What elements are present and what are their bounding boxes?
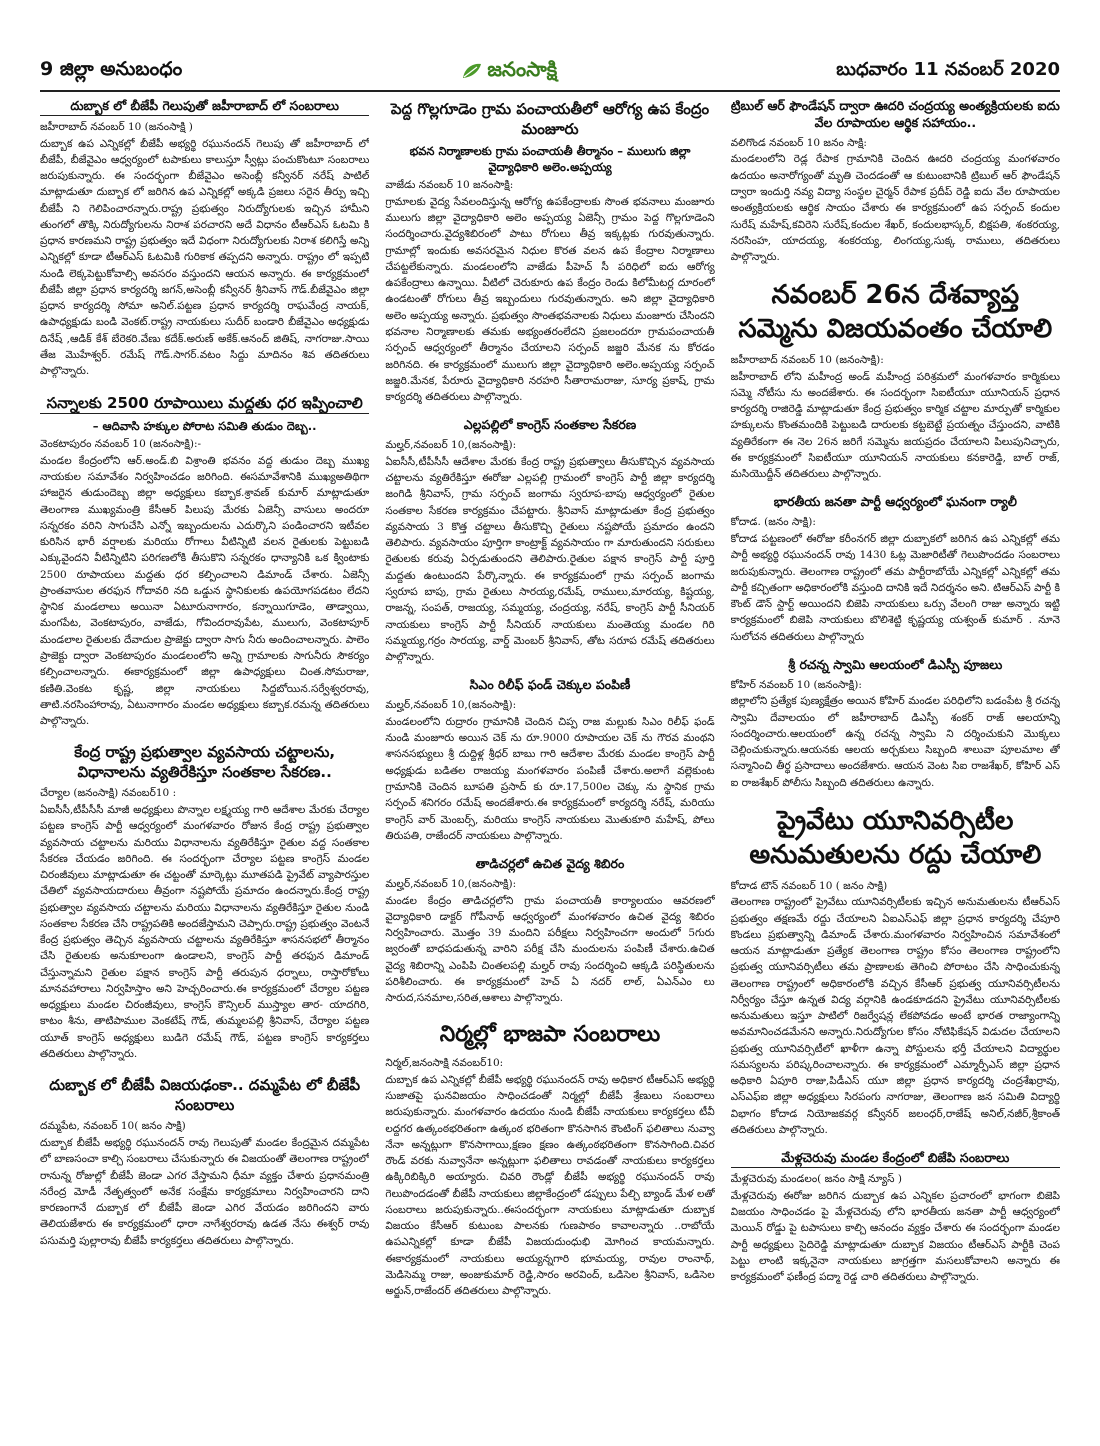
article-body: మండలంలోని రుద్రారం గ్రామానికి చెందిన చిప్ప రాజ మల్లుకు సిఎం రిలీఫ్ ఫండ్ నుండి మంజూరు అయిన చెక్ ను రూ.9000 రూపాయల చెక్ ను గౌరవ మంథని శాసనసభ్యులు శ్రీ దుద్దిళ్ల శ్రీధర్ బాబు గారి ఆదేశాల మేరకు మండల కాంగ్రెస్ పార్టీ అధ్యక్షుడు బడితల రాజయ్య మంగళవారం పంపిణీ చేశారు.అలాగే వల్లెకుంట గ్రామానికి చెందిన బూపతి ప్రసాద్ కు రూ.17,500ల చెక్కు ను స్థానిక గ్రామ సర్పంచ్ శనిగరం రమేష్ అందజేశారు.ఈ కార్యక్రమంలో కార్యదర్శి నరేష్, మరియు కాంగ్రెస్ వార్ మెంబర్స్, మరియు కాంగ్రెస్ నాయకులు మొతుకూరి మహేష్, పోలు తిరుపతి, రాజేందర్ నాయకులు పాల్గొన్నారు. <box>385 715 715 842</box>
article-body: దుబ్బాక ఉప ఎన్నికల్లో బీజేపీ అభ్యర్థి రఘునందన్ రావు అధికార టీఆర్ఎస్ అభ్యర్థి సుజాతపై ఘనవిజయం సాధించడంతో నిర్మల్లో బీజేపీ శ్రేణులు సంబరాలు జరుపుకున్నారు. మంగళవారం ఉదయం నుండి బీజేపీ నాయకులు కార్యకర్తలు టీవీ లద్దగర ఉత్కంఠభరితంగా ఉత్కంఠ భరితంగా కొనసాగిన కౌంటింగ్ ఫలితాలు నువ్వా నేనా అన్నట్లుగా కొనసాగాయి,క్షణం క్షణం ఉత్కంఠభరితంగా కొనసాగింది.చివర రౌండ్ వరకు నువ్వానేనా అన్నట్లుగా ఫలితాలు రావడంతో నాయకులు కార్యకర్తలు ఉక్కిరిబిక్కిరి అయ్యారు. చివరి రౌండ్లో బీజేపీ అభ్యర్థి రఘునందన్ రావు గెలుపొందడంతో బీజేపీ నాయకులు జిల్లాకేంద్రంలో డప్పులు పేల్చి బ్యాండ్ మేళ లతో సంబరాలు జరుపుకున్నారు..ఈసందర్భంగా నాయకులు మాట్లాడుతూ దుబ్బాక విజయం కేసీఆర్ కుటుంబ పాలనకు గుణపాఠం కావాలన్నారు ..రాబోయే ఉపఎన్నికల్లో కూడా బీజేపీ విజయదుంధుభి మోగించ కాయమన్నారు. ఈకార్యక్రమంలో నాయకులు అయ్యన్నగారి భూమయ్య, రావుల రాంనాథ్, మెడిసెమ్మ రాజు, అంజుకుమార్ రెడ్డి,సారం అరవింద్, ఒడిసెల శ్రీనివాస్, ఒడిసెల అర్జున్,రాజేందర్ తదితరులు పాల్గొన్నారు. <box>385 1073 715 1298</box>
article-body: ఏఐసీసీ,టీపీసీసీ ఆదేశాల మేరకు కేంద్ర రాష్ట్ర ప్రభుత్వాలు తీసుకొచ్చిన వ్యవసాయ చట్టాలను వ్యతిరేకిస్తూ ఈరోజు ఎల్లపల్లి గ్రామంలో కాంగ్రెస్ పార్టీ జిల్లా కార్యదర్శి జంగిడి శ్రీనివాస్, గ్రామ సర్పంచ్ జంగామ స్వరూప-బాపు ఆధ్వర్యంలో రైతుల సంతకాల సేకరణ కార్యక్రమం చేపట్టారు. శ్రీనివాస్ మాట్లాడుతూ కేంద్ర ప్రభుత్వం వ్యవసాయ 3 కొత్త చట్టాలు తీసుకొచ్చి రైతులు నష్టపోయే ప్రమాదం ఉందని తెలిపారు. వ్యవసాయం పూర్తిగా కాంట్రాక్ట్ వ్యవసాయం గా మారుతుందని సరుకులు రైతులకు కరువు ఏర్పడుతుందని తెలిపారు.రైతుల పక్షాన కాంగ్రెస్ పార్టీ పూర్తి మద్దతు ఉంటుందని పేర్కొన్నారు. ఈ కార్యక్రమంలో గ్రామ సర్పంచ్ జంగామ స్వరూప బాపు, గ్రామ రైతులు సారయ్య,రమేష్, రాములు,మారయ్య, కిష్టయ్య, రాజన్న, సంపత్, రాజయ్య, సమ్మయ్య, చంద్రయ్య, నరేష్, కాంగ్రెస్ పార్టీ సీనియర్ నాయకులు కాంగ్రెస్ పార్టీ సీనియర్ నాయకులు మంతెయ్య మండల గిరి సమ్మయ్య,గర్రం సారయ్య, వార్డ్ మెంబర్ శ్రీనివాస్, తోట సరూప రమేష్ తదితరులు పాల్గొన్నారు. <box>385 455 715 664</box>
article-headline: ఎల్లపల్లిలో కాంగ్రెస్ సంతకాల సేకరణ <box>463 417 637 433</box>
article-dateline: కోదాడ టౌన్ నవంబర్ 10 ( జనం సాక్షి) <box>730 879 888 892</box>
article-dateline: చేర్యాల (జనంసాక్షి) నవంబర్10 : <box>40 787 177 800</box>
article-dsp-temple-visit <box>731 653 1060 791</box>
article-body: కోదాడ పట్టణంలో ఈరోజు కరీంనగర్ జిల్లా దుబ్బాకలో జరిగిన ఉప ఎన్నికల్లో తమ పార్టీ అభ్యర్థి రఘునందన్ రావు 1430 ఓట్ల మెజారిటీతో గెలుపొందడం సంబరాలు జరుపుకున్నారు. తెలంగాణ రాష్ట్రంలో తమ పార్టీరాబోయే ఎన్నికల్లో ఎన్నికల్లో తమ పార్టీ కచ్చితంగా అధికారంలోకి వస్తుంది దానికి ఇదే నిదర్శనం అని. టిఆర్ఎస్ పార్టీ కి కౌంట్ డౌన్ స్టార్ట్ అయిందని బిజెపి నాయకులు ఒర్సు వేలంగి రాజు అన్నారు ఇట్టి కార్యక్రమంలో బిజెపి నాయకులు బొలిశెట్టి కృష్ణయ్య యశ్వంత్ కుమార్ . నూనె సులోచన తదితరులు పాల్గొన్నారు <box>730 533 1060 643</box>
article-dateline: వెంకటాపురం నవంబర్ 10 (జనంసాక్షి):- <box>40 438 202 451</box>
article-subhead: భవన నిర్మాణాలకు గ్రామ పంచాయతీ తీర్మానం – ములుగు జిల్లా వైద్యాధికారి అలెం.అప్పయ్య <box>409 144 691 175</box>
article-headline: నవంబర్ 26న దేశవ్యాప్త సమ్మెను విజయవంతం చేయాలి <box>738 280 1053 345</box>
article-dateline: జహీరాబాద్ నవంబర్ 10 (జనంసాక్షి ) <box>40 120 193 133</box>
article-dateline: మల్హర్,నవంబర్ 10,(జనంసాక్షి): <box>385 699 517 712</box>
article-headline: భారతీయ జనతా పార్టీ ఆధ్వర్యంలో ఘనంగా ర్యాలీ <box>773 494 1017 510</box>
article-headline: దుబ్బాక లో బీజేపీ విజయఢంకా.. దమ్మపేట లో బీజేపీ సంబరాలు <box>49 1076 361 1114</box>
article-health-subcentre <box>385 94 714 405</box>
column-right <box>731 94 1060 1426</box>
article-body: మండలంలోని రెడ్ల రేపాక గ్రామానికి చెందిన ఊదరి చంద్రయ్య మంగళవారం ఉదయం అనారోగ్యంతో మృతి చెందడంతో ఆ కుటుంబానికి ట్రిబుల్ ఆర్ ఫౌండేషన్ ద్వారా ఇందుర్తి నవ్య విద్యా సంస్థల చైర్మన్ రేపాక ప్రదీప్ రెడ్డి ఐదు వేల రూపాయల అంత్యక్రియలకు ఆర్థిక సాయం చేశారు ఈ కార్యక్రమంలో ఉప సర్పంచ్ కందుల సురేష్ మహేష్,కవిరెని సురేష్,కందుల శేఖర్, కందులభాస్కర్, బిక్షపతి, శంకరయ్య, నరసింహ, యాదయ్య, శంకరయ్య, లింగయ్య,సుక్క రాములు, తదితరులు పాల్గొన్నారు. <box>730 153 1060 264</box>
article-cm-relief-fund <box>385 673 714 844</box>
article-body: మండల కేంద్రం తాడిచర్లలోని గ్రామ పంచాయతీ కార్యాలయం ఆవరణలో వైద్యాధికారి డాక్టర్ గోపీనాథ్ ఆధ్వర్యంలో మంగళవారం ఉచిత వైద్య శిబిరం నిర్వహించారు. మొత్తం 39 మందిని పరీక్షలు నిర్వహించగా అందులో 5గురు జ్వరంతో బాధపడుతున్న వారిని పరీక్ష చేసి మందులను పంపిణీ చేశారు.ఉచిత వైద్య శిబిరాన్ని ఎంపిపి చింతలపల్లి మల్హర్ రావు సందర్శించి ఆక్కడి పరిస్థితులను పరిశీలించారు. ఈ కార్యక్రమంలో హెచ్ ఏ నదర్ లాల్, ఏఎన్ఎం లు సారుద,సనమాల,సరిత,ఆశాలు పాల్గొన్నారు. <box>385 894 715 1005</box>
article-free-medical-camp <box>385 852 714 1006</box>
article-private-universities <box>731 799 1060 1138</box>
article-headline: కేంద్ర రాష్ట్ర ప్రభుత్వాల వ్యవసాయ చట్టాలను, విధానాలను వ్యతిరేకిస్తూ సంతకాల సేకరణ.. <box>74 743 336 781</box>
article-headline: తాడిచర్లలో ఉచిత వైద్య శిబిరం <box>475 856 625 872</box>
article-body: గ్రామాలకు వైద్య సేవలందిస్తున్న ఆరోగ్య ఉపకేంద్రాలకు సొంత భవనాలు మంజూరు ములుగు జిల్లా వైద్యాధికారి అలెం అప్పయ్య ఏజెన్సీ గ్రామం పెద్ద గొల్లగూడెంని సందర్శించారు.వైద్యశిబిరంలో పాటు రోగులు తీవ్ర ఇక్కట్లకు గురవుతున్నారు. గ్రామాల్లో ఇందుకు అవసరమైన నిధుల కొరత వలన ఉప కేంద్రాల నిర్మాణాలు చేపట్టలేకున్నారు. మండలంలోని వాజేడు పీహెచ్ సీ పరిధిలో ఐదు ఆరోగ్య ఉపకేంద్రాలు ఉన్నాయి. వీటిలో చెరుకూరు ఉప కేంద్రం రెండు కిలోమీటర్ల దూరంలో ఉండటంతో రోగులు తీవ్ర ఇబ్బందులు గురవుతున్నారు. అని జిల్లా వైద్యాధికారి అలెం అప్పయ్య అన్నారు. ప్రభుత్వం సొంతభవనాలకు నిధులు మంజూరు చేసిందని భవనాల నిర్మాణాలకు తమకు అభ్యంతరంలేదని ప్రజలందరూ గ్రామపంచాయతీ సర్పంచ్ ఆధ్వర్యంలో తీర్మానం చేయాలని సర్పంచ్ జజ్జరి మేనక ను కోరడం జరిగినది. ఈ కార్యక్రమంలో ములుగు జిల్లా వైద్యాధికారి అలెం.అప్పయ్య సర్పంచ్ జజ్జరి.మేనక, పేరూరు వైద్యాధికారి నరహరి సీతారామరాజు, సూర్య ప్రకాష్, గ్రామ కార్యదర్శి తదితరులు పాల్గొన్నారు. <box>385 195 715 404</box>
article-dateline: మేళ్లచెరువు మండలం( జనం సాక్షి న్యూస్ ) <box>730 1173 902 1186</box>
issue-date: బుధవారం 11 నవంబర్ 2020 <box>836 58 1060 80</box>
article-headline: ప్రైవేటు యూనివర్సిటీల అనుమతులను రద్దు చేయాలి <box>749 806 1042 870</box>
article-headline: సిఎం రిలీఫ్ ఫండ్ చెక్కుల పంపిణీ <box>469 677 631 693</box>
article-body: ఏఐసీసీ,టీపీసీసీ మాజీ అధ్యక్షులు పొన్నాల లక్ష్మయ్య గారి ఆదేశాల మేరకు చేర్యాల పట్టణ కాంగ్రెస్ పార్టీ ఆధ్వర్యంలో మంగళవారం రోజున కేంద్ర రాష్ట్ర ప్రభుత్వాల వ్యవసాయ చట్టాలను మరియు విధానాలను వ్యతిరేకిస్తూ రైతుల వద్ద సంతకాల సేకరణ చేయడం జరిగింది. ఈ సందర్భంగా చేర్యాల పట్టణ కాంగ్రెస్ మండల చిరంజీవులు మాట్లాడుతూ ఈ చట్టంతో మార్కెట్లు మూతపడి ప్రైవేట్ వ్యాపారస్తుల చేతిలో వ్యవసాయదారులు తీవ్రంగా నష్టపోయే ప్రమాదం ఉందన్నారు.కేంద్ర రాష్ట్ర ప్రభుత్వాల వ్యవసాయ చట్టాలను మరియు విధానాలను వ్యతిరేకిస్తూ రైతుల నుండి సంతకాల సేకరణ చేసి రాష్ట్రపతికి అందజేస్తామని చెప్పారు.రాష్ట్ర ప్రభుత్వం వెంటనే కేంద్ర ప్రభుత్వం తెచ్చిన వ్యవసాయ చట్టాలను వ్యతిరేకిస్తూ శాసనసభలో తీర్మానం చేసి రైతులకు అనుకూలంగా ఉండాలని, కాంగ్రెస్ పార్టీ తరఫున డిమాండ్ చేస్తున్నామని రైతుల పక్షాన కాంగ్రెస్ పార్టీ తరుపున ధర్నాలు, రాస్తారోకోలు మానవహారాలు నిర్వహిస్తాం అని హెచ్చరించారు.ఈ కార్యక్రమంలో చేర్యాల పట్టణ అధ్యక్షులు మండల చిరంజీవులు, కాంగ్రెస్ కౌన్సిలర్ ముస్త్యాల తార- యాదగిరి, కాటం శీను, తాటిపాముల వెంకటేష్ గౌడ్, తుమ్మలపల్లి శ్రీనివాస్, చేర్యాల పట్టణ యూత్ కాంగ్రెస్ అధ్యక్షులు బుడిగె రమేష్ గౌడ్, పట్టణ కాంగ్రెస్ కార్యకర్తలు తదితరులు పాల్గొన్నారు. <box>40 804 370 1061</box>
article-dateline: వలిగొండ నవంబర్ 10 జనం సాక్షి: <box>730 136 867 149</box>
article-nov26-strike <box>731 273 1060 482</box>
article-dateline: వాజేడు నవంబర్ 10 జనంసాక్షి: <box>385 179 514 192</box>
article-dateline: మల్హర్,నవంబర్ 10,(జనంసాక్షి): <box>385 439 517 452</box>
article-body: మేళ్లచెరువు ఈరోజు జరిగిన దుబ్బాక ఉప ఎన్నికల ప్రచారంలో భాగంగా బిజెపి విజయం సాధించడం పై మేళ్లచెరువు లోని భారతీయ జనతా పార్టీ ఆధ్వర్యంలో మెయిన్ రోడ్డు పై టపాసులు కాల్చి ఆనందం వ్యక్తం చేశారు ఈ సందర్భంగా మండల పార్టీ అధ్యక్షులు సైదిరెడ్డి మాట్లాడుతూ దుబ్బాక విజయం టీఆర్ఎస్ పార్టీకి చెంప పెట్టు లాంటి ఇక్కనైనా నాయకులు జాగ్రత్తగా మసలుకోవాలని అన్నారు ఈ కార్యక్రమంలో ఫణీంద్ర పద్మా రెడ్డ చారి తదితరులు పాల్గొన్నారు. <box>730 1189 1060 1284</box>
columns <box>40 94 1060 1426</box>
article-body: దుబ్బాక బీజేపీ అభ్యర్థి రఘునందన్ రావు గెలుపుతో మండల కేంద్రమైన దమ్మపేట లో బాణసంచా కాల్చి సంబరాలు చేసుకున్నారు ఈ విజయంతో తెలంగాణ రాష్ట్రంలో రానున్న రోజుల్లో బీజేపీ జెండా ఎగర వేస్తామని ధీమా వ్యక్తం చేశారు ప్రధానమంత్రి నరేంద్ర మోడీ నేతృత్వంలో అనేక సంక్షేమ కార్యక్రమాలు నిర్వహించారని దాని కారణంగానే దుబ్బాక లో బీజేపీ జెండా ఎగిర వేయడం జరిగిందని వారు తెలియజేశారు ఈ కార్యక్రమంలో ధారా నాగేశ్వరరావు ఉడత నేసు ఈశ్వర్ రావు పసుమర్తి పుల్లారావు బీజేపీ కార్యకర్తలు తదితరులు పాల్గొన్నారు. <box>40 1136 370 1247</box>
article-dateline: మల్హర్,నవంబర్ 10,(జనంసాక్షి): <box>385 877 517 890</box>
column-left <box>40 94 369 1426</box>
article-headline: పెద్ద గొల్లగూడెం గ్రామ పంచాయతీలో ఆరోగ్య ఉప కేంద్రం మంజూరు <box>390 100 710 138</box>
article-body: మండల కేంద్రంలోని ఆర్.అండ్.బి విశ్రాంతి భవనం వద్ద తుడుం దెబ్బ ముఖ్య నాయకుల సమావేశం నిర్వహించడం జరిగింది. ఈసమావేశానికి ముఖ్యఅతిథిగా హాజరైన తుడుందెబ్బ జిల్లా అధ్యక్షులు కబ్బాక.శ్రావణ్ కుమార్ మాట్లాడుతూ తెలంగాణ ముఖ్యమంత్రి కేసీఆర్ పిలుపు మేరకు ఏజెన్సీ వాసులు అందరూ సన్నరకం వరిని సాగుచేసి ఎన్నో ఇబ్బందులను ఎదుర్కొని పండించారని ఇటీవల కురిసిన భారీ వర్షాలకు మరియు రోగాలు వీటిన్నిటి వలన రైతులకు పెట్టుబడి ఎక్కువైందని వీటిన్నిటిని పరిగణలోకి తీసుకొని సన్నరకం ధాన్యానికి ఒక క్వింటాకు 2500 రూపాయలు మద్దతు ధర కల్పించాలని డిమాండ్ చేశారు. ఏజెన్సీ ప్రాంతవాసుల తరఫున గోదావరి నది ఒడ్డున స్థానికులకు ఉపయోగపడటం లేదని స్థానిక మండలాలు అయినా ఏటూరునాగారం, కన్నాయిగూడెం, తాడ్వాయి, మంగపేట, వెంకటాపురం, వాజేడు, గోవిందరావుపేట, ములుగు, వెంకటాపూర్ మండలాల రైతులకు దేవాదుల ప్రాజెక్టు ద్వారా సాగు నీరు అందించాలన్నారు. పాలెం ప్రాజెక్టు ద్వారా వెంకటాపురం మండలంలోని అన్ని గ్రామాలకు సాగునీరు సౌకర్యం కల్పించాలన్నారు. ఈకార్యక్రమంలో జిల్లా ఉపాధ్యక్షులు చింత.సోమరాజు, కణితి.వెంకట కృష్ణ, జిల్లా నాయకులు సిద్దబోయిన.సర్వేశ్వరరావు, తాటి.నరసింహారావు, ఏటునాగారం మండల అధ్యక్షులు కబ్బాక.రమన్న తదితరులు పాల్గొన్నారు. <box>40 454 370 728</box>
article-dateline: కోదాడ. (జనం సాక్షి): <box>730 516 816 529</box>
article-dammapeta-bjp <box>40 1070 369 1249</box>
article-nirmal-bjp <box>385 1014 714 1299</box>
leaf-icon <box>461 62 483 80</box>
article-headline: దుబ్బాక లో బీజేపీ గెలుపుతో జహీరాబాద్ లో సంబరాలు <box>40 98 369 116</box>
article-paddy-support-price <box>40 388 369 730</box>
article-headline: నిర్మల్లో భాజపా సంబరాలు <box>439 1022 661 1048</box>
brand-logo <box>461 57 557 86</box>
article-headline: ట్రిబుల్ ఆర్ ఫౌండేషన్ ద్వారా ఊదరి చంద్రయ్య అంత్యక్రియలకు ఐదు వేల రూపాయల ఆర్థిక సహాయం.. <box>730 98 1060 130</box>
article-mellacheruvu-bjp <box>731 1146 1060 1285</box>
article-dateline: జహీరాబాద్ నవంబర్ 10 (జనంసాక్షి): <box>730 353 884 366</box>
article-kodad-rally <box>731 490 1060 644</box>
article-dateline: దమ్మపేట, నవంబర్ 10( జనం సాక్షి) <box>40 1120 186 1133</box>
article-body: తెలంగాణ రాష్ట్రంలో ప్రైవేటు యూనివర్సిటీలకు ఇచ్చిన అనుమతులను టీఆర్ఎస్ ప్రభుత్వం తక్షణమే రద్దు చేయాలని ఏఐఎస్ఎఫ్ జిల్లా ప్రధాన కార్యదర్శి చేపూరి కొండలు ప్రభుత్వాన్ని డిమాండ్ చేశారు.మంగళవారం నిర్వహించిన సమావేశంలో ఆయన మాట్లాడుతూ ప్రత్యేక తెలంగాణ రాష్ట్రం కోసం తెలంగాణ రాష్ట్రంలోని ప్రభుత్వ యూనివర్సిటీలు తమ ప్రాణాలకు తెగించి పోరాటం చేసి సాధించుకున్న తెలంగాణ రాష్ట్రంలో అధికారంలోకి వచ్చిన కేసీఆర్ ప్రభుత్వ యూనివర్సిటీలను నిర్వీర్యం చేస్తూ ఉన్నత విద్య వర్గానికి ఉండకూడదని ప్రైవేటు యూనివర్సిటీలకు అనుమతులు ఇస్తూ పాటిలో రిజర్వేషన్ల లేకపోవడం అంటే భారత రాజ్యాంగాన్ని అవమానించడమేనని అన్నారు.నిరుద్యోగుల కోసం నోటిఫికేషన్ విడుదల చేయాలని ప్రభుత్వ యూనివర్సిటీలో ఖాళీగా ఉన్నా పోస్టులను భర్తీ చేయాలని విద్యార్థుల సమస్యలను పరిష్కరించాలన్నారు. ఈ కార్యక్రమంలో ఎమ్మార్పీఎస్ జిల్లా ప్రధాన అధికారి ఏపూరి రాజు,పిడీఎస్ యూ జిల్లా ప్రధాన కార్యదర్శి చంద్రశేఖర్రావు, ఎస్ఎఫ్ఐ జిల్లా అధ్యక్షులు సిరపంగు నాగరాజు, తెలంగాణ జన సమితి విద్యార్థి విభాగం కోదాడ నియోజకవర్గ కన్వీనర్ జలంధర్,రాజేష్ అనిల్,నజీర్,శ్రీకాంత్ తదితరులు పాల్గొన్నారు. <box>730 896 1060 1137</box>
article-headline: మేళ్లచెరువు మండల కేంద్రంలో బిజేపి సంబరాలు <box>731 1150 1060 1168</box>
article-body: దుబ్బాక ఉప ఎన్నికల్లో బీజేపీ అభ్యర్థి రఘునందన్ గెలుపు తో జహీరాబాద్ లో బీజేపీ, బీజేవైఎం ఆధ్వర్యంలో టపాకులు కాలుస్తూ స్వీట్లు పంచుకొంటూ సంబరాలు జరుపుకున్నారు. ఈ సందర్భంగా బీజేవైఎం అసెంబ్లీ కన్వీనర్ నరేష్ పాటిల్ మాట్లాడుతూ దుబ్బాక లో జరిగిన ఉప ఎన్నికల్లో అక్కడి ప్రజలు సరైన తీర్పు ఇచ్చి బీజేపీ ని గెలిపించారన్నారు.రాష్ట్ర ప్రభుత్వం నిరుద్యోగులకు ఇచ్చిన హామీని తుంగలో తొక్కి నిరుద్యోగులను నిరాశ పరచారని అదే విధానం టీఆర్ఎస్ ఓటమి కి ప్రధాన కారణమని రాష్ట్ర ప్రభుత్వం ఇదే విధంగా నిరుద్యోగులకు నిరాశ కలిగిస్తే అన్ని ఎన్నికల్లో కూడా టీఆర్ఎస్ ఓటమికి గురికాక తప్పదని అన్నారు. రాష్ట్రం లో ఇప్పటి నుండి లెక్కపెట్టుకోవాల్సి అవసరం వస్తుందని ఆయన అన్నారు. ఈ కార్యక్రమంలో బీజేపీ జిల్లా ప్రధాన కార్యదర్శి జగన్,అసెంబ్లీ కన్వీనర్ శ్రీనివాస్ గౌడ్.బీజేవైఎం జిల్లా ప్రధాన కార్యదర్శి సోమా అనిల్.పట్టణ ప్రధాన కార్యదర్శి రాఘవేంద్ర నాయక్, ఉపాధ్యక్షుడు బండి వెంకట్.రాష్ట్ర నాయకులు సుదీర్ బండారి బీజేవైఎం అధ్యక్షుడు దినేష్ ,ఆడిక్ కేశ్ బేరెకరి.వేణు కదేక్.అరుణ్ అకేక్.ఆనంద్ జితిష్, నాగరాజు.సాయి తేజ మొహేశ్వర్. రమేష్ గౌడ్.సాగర్.వటం సిద్దు మాదినం శివ తదితరులు పాల్గొన్నారు. <box>40 137 370 378</box>
article-body: జిల్లాలోని ప్రత్యేక పుణ్యక్షేత్రం అయిన కోహిర్ మండల పరిధిలోని బడంపేట శ్రీ రచన్న స్వామి దేవాలయం లో జహీరాబాద్ డిఎస్పీ శంకర్ రాజ్ ఆలయాన్ని సందర్శించారు.ఆలయంలో ఉన్న రచన్న స్వామి ని దర్శించుకుని మొక్కలు చెల్లించుకున్నారు.ఆయనకు ఆలయ అర్చకులు సిబ్బంది శాలువా పూలమాల తో సన్మానించి తీర్థ ప్రసాదాలు అందజేశారు. ఆయన వెంట సిఐ రాజశేఖర్, కోహిర్ ఎస్ ఐ రాజశేఖర్ పోలీసు సిబ్బంది తదితరులు ఉన్నారు. <box>730 695 1060 789</box>
article-dateline: నిర్మల్,జనంసాక్షి నవంబర్10: <box>385 1057 504 1070</box>
brand-name: జనంసాక్షి <box>487 56 558 81</box>
article-subhead: – ఆదివాసి హక్కుల పోరాట సమితి తుడుం దెబ్బ.. <box>92 419 317 434</box>
article-dateline: కోహిర్ నవంబర్ 10 (జనంసాక్షి): <box>730 678 862 691</box>
article-ellapalli-signatures <box>385 413 714 665</box>
page-label: 9 జిల్లా అనుబంధం <box>40 57 183 80</box>
masthead <box>40 52 1060 92</box>
article-headline: సన్నాలకు 2500 రూపాయిలు మద్దతు ధర ఇప్పించాలి <box>40 394 369 415</box>
column-middle <box>385 94 714 1426</box>
article-rrr-foundation-aid <box>731 94 1060 265</box>
article-signature-campaign-cheriyal <box>40 737 369 1062</box>
article-headline: శ్రీ రచన్న స్వామి ఆలయంలో డిఎస్పీ పూజలు <box>788 656 1003 672</box>
article-body: జహీరాబాద్ లోని మహీంద్ర అండ్ మహీంద్ర పరిశ్రమలో మంగళవారం కార్మికులు సమ్మె నోటీసు ను అందజేశారు. ఈ సందర్భంగా సిఐటీయూ యూనియన్ ప్రధాన కార్యదర్శి రాజిరెడ్డి మాట్లాడుతూ కేంద్ర ప్రభుత్వం కార్మిక చట్టాల మార్పుతో కార్మికుల హక్కులను కొంతమందికి పెట్టుబడి దారులకు కట్టబెట్టే ప్రయత్నం చేస్తుందని, వాటికి వ్యతిరేకంగా ఈ నెల 26న జరిగే సమ్మెను జయప్రదం చేయాలని పిలుపునిచ్చారు, ఈ కార్యక్రమంలో సిఐటీయూ యూనియన్ నాయకులు కనకారెడ్డి, బాల్ రాజ్, మసియొద్దీన్ తదితరులు పాల్గొన్నారు. <box>730 370 1060 481</box>
article-zaheerabad-celebrations <box>40 94 369 380</box>
